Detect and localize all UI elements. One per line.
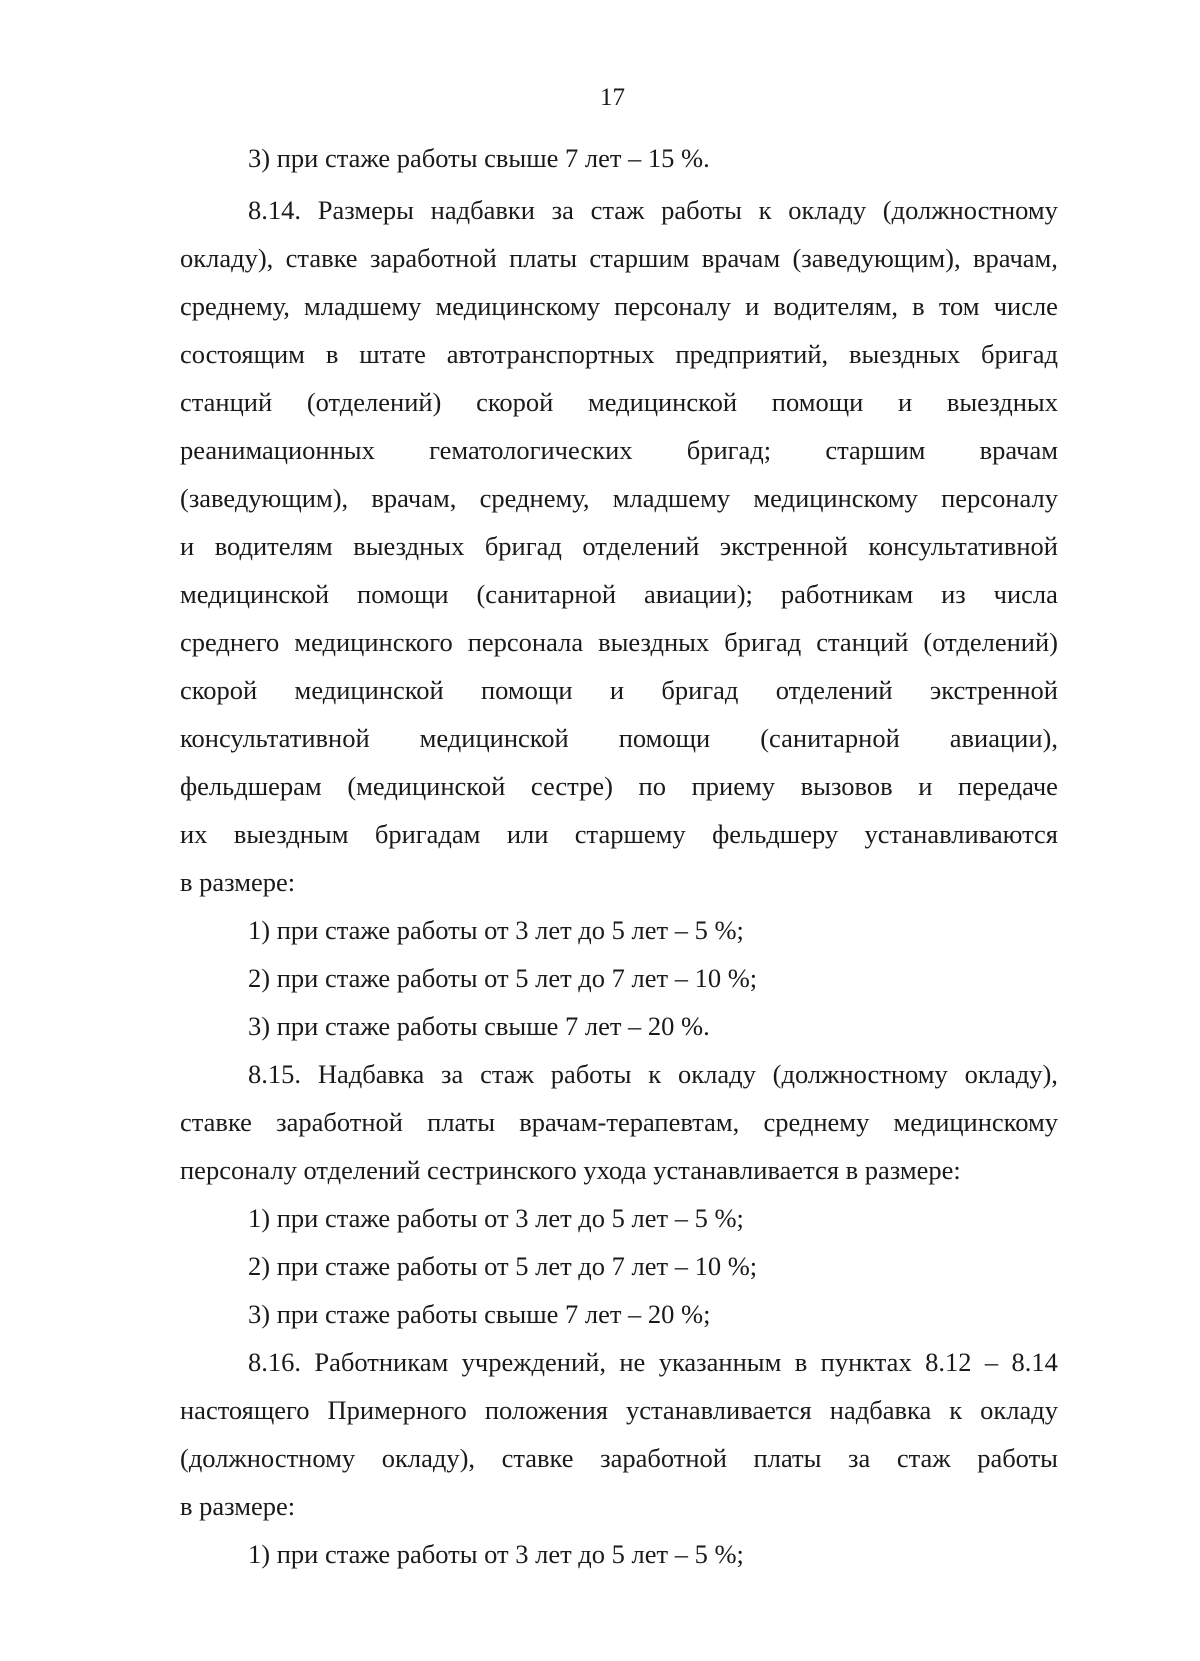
word: стаж [590,195,645,225]
text-line: персоналу отделений сестринского ухода устанавливается в размере: [180,1155,961,1185]
word: выездным [233,819,349,849]
word: платы [753,1443,822,1473]
word: Размеры [317,195,414,225]
text-line [180,810,1058,858]
word: заработной [276,1107,403,1137]
word: том [938,291,980,321]
word: врачам [979,435,1058,465]
word: персоналу [941,483,1058,513]
word: 8.12 [925,1347,972,1377]
word: учреждений, [461,1347,606,1377]
word: окладу), [381,1443,476,1473]
word: (должностному [772,1059,948,1089]
word: настоящего [180,1395,310,1425]
word: (отделений) [306,387,442,417]
word: гематологических [429,435,633,465]
word: пунктах [820,1347,912,1377]
word: работы [977,1443,1058,1473]
word: к [949,1395,963,1425]
word: числа [993,579,1058,609]
word: окладу), [964,1059,1058,1089]
word: экстренной [719,531,848,561]
word: в [325,339,339,369]
word: консультативной [868,531,1058,561]
word: медицинского [294,627,453,657]
text-line [180,1098,1058,1146]
word: к [648,1059,662,1089]
word: из [941,579,966,609]
text-line: в размере: [180,1491,296,1521]
word: (должностному [882,195,1058,225]
word: окладу [678,1059,756,1089]
word: автотранспортных [446,339,655,369]
word: медицинской [587,387,738,417]
word: отделений [582,531,700,561]
word: платы [427,1107,496,1137]
word: медицинскому [753,483,918,513]
text-line [180,234,1058,282]
word: Работникам [314,1347,449,1377]
word: фельдшеру [712,819,839,849]
word: Примерного [327,1395,467,1425]
word: по [638,771,666,801]
word: врачам [701,243,781,273]
word: окладу), [180,243,274,273]
word: вызовов [800,771,893,801]
word: окладу [980,1395,1058,1425]
word: (санитарной [476,579,617,609]
text-line [180,522,1058,570]
text-line: 3) при стаже работы свыше 7 лет – 15 %. [248,143,710,173]
word: платы [509,243,577,273]
word: 8.16. [248,1347,301,1377]
word: помощи [771,387,864,417]
word: ставке [180,1107,252,1137]
word: скорой [476,387,554,417]
text-line [180,666,1058,714]
word: помощи [480,675,573,705]
word: ставке [285,243,358,273]
text-line: 2) при стаже работы от 5 лет до 7 лет – 10 %; [248,1251,758,1281]
word: старшим [589,243,690,273]
word: в [912,291,925,321]
word: (заведующим), [180,483,349,513]
word: среднему, [479,483,590,513]
word: 8.15. [248,1059,301,1089]
word: реанимационных [180,435,375,465]
text-line [180,1434,1058,1482]
word: надбавка [829,1395,932,1425]
word: (санитарной [760,723,900,753]
word: экстренной [929,675,1058,705]
text-line: в размере: [180,867,296,897]
word: среднему, [180,291,290,321]
word: сестре) [530,771,613,801]
word: бригад [980,339,1058,369]
word: водителям, [773,291,899,321]
text-line [180,426,1058,474]
word: выездных [598,627,710,657]
word: Надбавка [317,1059,425,1089]
word: или [506,819,549,849]
word: выездных [353,531,465,561]
word: надбавки [430,195,535,225]
word: – [984,1347,999,1377]
word: персоналу [614,291,731,321]
word: помощи [357,579,449,609]
word: передаче [958,771,1058,801]
word: старшим [825,435,926,465]
word: за [848,1443,871,1473]
word: медицинской [294,675,444,705]
text-line [180,1338,1058,1386]
word: их [180,819,208,849]
word: медицинскому [435,291,600,321]
word: медицинскому [893,1107,1058,1137]
word: (медицинской [347,771,506,801]
word: в [794,1347,808,1377]
word: медицинской [180,579,330,609]
text-line [180,474,1058,522]
text-line [180,1050,1058,1098]
word: и [180,531,195,561]
word: ставке [501,1443,574,1473]
word: работы [550,1059,632,1089]
text-line [180,282,1058,330]
word: к [758,195,772,225]
word: устанавливаются [864,819,1058,849]
word: и [609,675,625,705]
word: скорой [180,675,258,705]
word: консультативной [180,723,370,753]
word: персонала [467,627,584,657]
word: бригад; [686,435,772,465]
text-line: 1) при стаже работы от 3 лет до 5 лет – 5 %; [248,915,744,945]
word: старшему [574,819,686,849]
word: врачам-терапевтам, [519,1107,740,1137]
word: станций [816,627,909,657]
text-line [180,618,1058,666]
word: за [441,1059,464,1089]
word: (должностному [180,1443,356,1473]
text-line [180,186,1058,234]
word: фельдшерам [180,771,322,801]
word: выездных [946,387,1058,417]
word: медицинской [419,723,569,753]
word: помощи [618,723,711,753]
word: станций [180,387,273,417]
word: младшему [612,483,731,513]
text-line: 3) при стаже работы свыше 7 лет – 20 %; [248,1299,711,1329]
word: бригад [661,675,739,705]
word: бригадам [374,819,481,849]
word: младшему [303,291,422,321]
word: бригад [724,627,802,657]
word: работникам [780,579,914,609]
word: стаж [480,1059,534,1089]
word: штате [359,339,426,369]
page-number: 17 [600,84,625,111]
text-line [180,378,1058,426]
text-line [180,1386,1058,1434]
text-line: 1) при стаже работы от 3 лет до 5 лет – 5 %; [248,1203,744,1233]
word: работы [661,195,742,225]
word: (отделений) [923,627,1058,657]
word: 8.14 [1011,1347,1058,1377]
word: и [918,771,933,801]
word: водителям [214,531,333,561]
word: указанным [658,1347,782,1377]
word: 8.14. [248,195,301,225]
word: окладу [788,195,867,225]
word: (заведующим), [792,243,961,273]
word: авиации), [949,723,1058,753]
word: за [551,195,574,225]
word: состоящим [180,339,305,369]
text-line: 3) при стаже работы свыше 7 лет – 20 %. [248,1011,710,1041]
word: выездных [848,339,961,369]
word: не [619,1347,646,1377]
word: стаж [896,1443,951,1473]
word: среднего [180,627,280,657]
word: отделений [775,675,893,705]
text-line [180,714,1058,762]
text-line: 2) при стаже работы от 5 лет до 7 лет – 10 %; [248,963,758,993]
word: бригад [484,531,562,561]
word: среднему [763,1107,870,1137]
word: приему [691,771,775,801]
text-line [180,330,1058,378]
text-line [180,570,1058,618]
word: положения [484,1395,608,1425]
word: врачам, [972,243,1058,273]
word: и [897,387,913,417]
text-line: 1) при стаже работы от 3 лет до 5 лет – 5 %; [248,1539,744,1569]
word: врачам, [371,483,457,513]
word: авиации); [643,579,753,609]
text-line [180,762,1058,810]
word: устанавливается [626,1395,812,1425]
document-body [180,134,1058,1578]
word: и [745,291,760,321]
word: заработной [600,1443,727,1473]
word: предприятий, [675,339,829,369]
word: заработной [369,243,497,273]
word: числе [993,291,1058,321]
